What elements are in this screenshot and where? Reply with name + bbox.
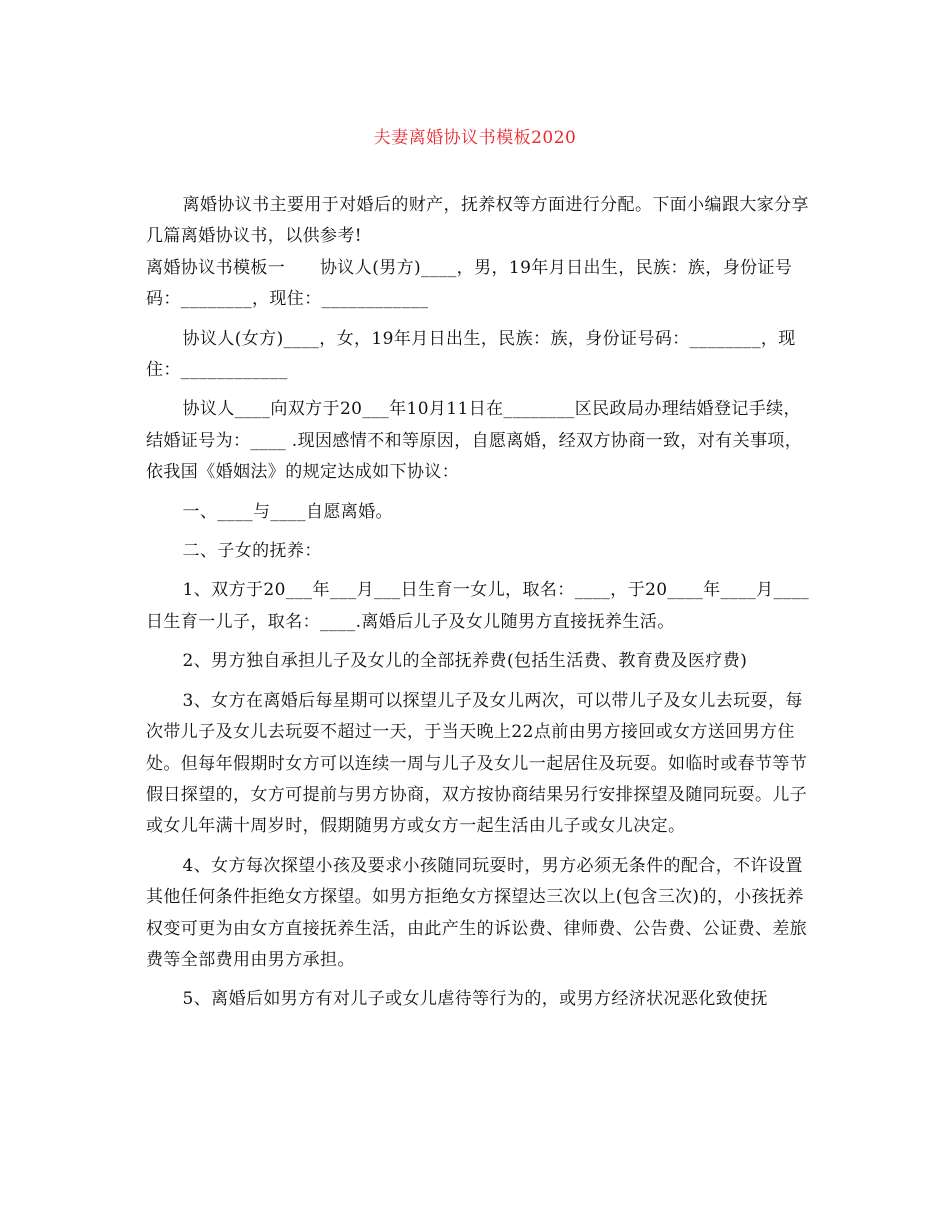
clause-two-item-4: 4、女方每次探望小孩及要求小孩随同玩耍时，男方必须无条件的配合，不许设置其他任何条件拒绝女方探望。如男方拒绝女方探望达三次以上(包含三次)的，小孩抚养权变可更为由女方直接抚养生活，由此产生的诉讼费、律师费、公告费、公证费、差旅费等全部费用由男方承担。 (146, 855, 808, 970)
intro-paragraph: 离婚协议书主要用于对婚后的财产，抚养权等方面进行分配。下面小编跟大家分享几篇离婚协议书，以供参考! (146, 195, 809, 247)
template-one-paragraph: 离婚协议书模板一 协议人(男方)____，男，19年月日出生，民族：族，身份证号码：________，现住：____________ (146, 257, 793, 310)
female-party-paragraph: 协议人(女方)____，女，19年月日出生，民族：族，身份证号码：________，现住：____________ (146, 328, 796, 381)
document-title: 夫妻离婚协议书模板2020 (373, 128, 577, 148)
clause-two-item-2: 2、男方独自承担儿子及女儿的全部抚养费(包括生活费、教育费及医疗费) (182, 651, 748, 672)
document-body (146, 190, 816, 1016)
clause-two-item-1: 1、双方于20___年___月___日生育一女儿，取名：____，于20____年____月____日生育一儿子，取名：____.离婚后儿子及女儿随男方直接抚养生活。 (146, 580, 810, 632)
clause-two-item-5: 5、离婚后如男方有对儿子或女儿虐待等行为的，或男方经济状况恶化致使抚 (182, 989, 768, 1010)
clause-one: 一、____与____自愿离婚。 (182, 501, 393, 522)
clause-two-heading: 二、子女的抚养： (182, 541, 322, 562)
clause-two-item-3: 3、女方在离婚后每星期可以探望儿子及女儿两次，可以带儿子及女儿去玩耍，每次带儿子及女儿去玩耍不超过一天，于当天晚上22点前由男方接回或女方送回男方住处。但每年假期时女方可以连续一周与儿子及女儿一起居住及玩耍。如临时或春节等节假日探望的，女方可提前与男方协商，双方按协商结果另行安排探望及随同玩耍。儿子或女儿年满十周岁时，假期随男方或女方一起生活由儿子或女儿决定。 (146, 690, 808, 837)
marriage-registration-paragraph: 协议人____向双方于20___年10月11日在________区民政局办理结婚登记手续，结婚证号为：____ .现因感情不和等原因，自愿离婚，经双方协商一致，对有关事项，依我国《婚姻法》的规定达成如下协议： (146, 399, 803, 483)
